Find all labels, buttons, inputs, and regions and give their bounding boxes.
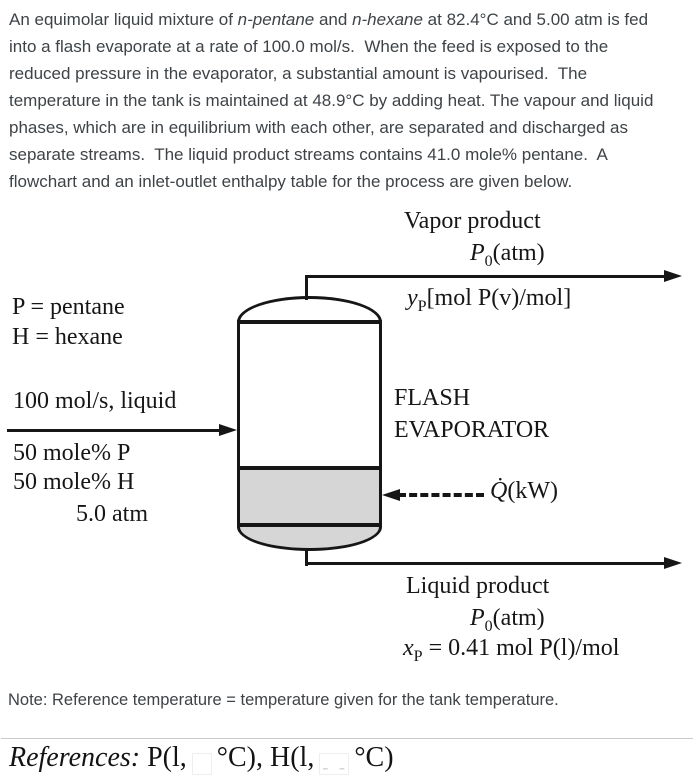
reference-h-close: °C) xyxy=(354,742,394,773)
vapor-pressure-label xyxy=(470,241,545,271)
unit-name-line1: FLASH xyxy=(394,385,471,411)
vessel-dome-bottom xyxy=(237,527,382,551)
liquid-pressure-label xyxy=(470,606,545,636)
liquid-product-title: Liquid product xyxy=(406,573,550,599)
vapor-product-title: Vapor product xyxy=(404,208,541,234)
heat-units: (kW) xyxy=(507,478,558,504)
references-row xyxy=(1,738,693,777)
vapor-arrowhead-icon xyxy=(664,270,682,282)
vessel-liquid-holdup xyxy=(237,470,382,523)
statement-line-7: flowchart and an inlet-outlet enthalpy table for the process are given below. xyxy=(9,172,573,191)
reference-h-open: H(l, xyxy=(263,742,315,773)
liquid-arrow-line xyxy=(305,562,666,565)
references-label: References: xyxy=(9,742,141,773)
blank-hint-marks: - - xyxy=(322,757,348,777)
heat-symbol: Q̇ xyxy=(490,478,508,504)
heat-dashed-line xyxy=(398,493,484,497)
liquid-arrowhead-icon xyxy=(664,557,682,569)
feed-arrow-line xyxy=(7,429,221,432)
statement-line-6: separate streams. The liquid product streams contains 41.0 mole% pentane. A xyxy=(9,145,608,164)
vapor-outlet-pipe xyxy=(305,276,308,300)
heat-duty-label xyxy=(490,479,558,504)
chemical-name-italic: n-hexane xyxy=(352,10,423,29)
statement-line-1 xyxy=(9,6,653,33)
reference-p-temperature-blank xyxy=(192,753,212,775)
feed-pressure-label: 5.0 atm xyxy=(76,501,148,527)
pressure-subscript: 0 xyxy=(484,253,493,270)
pressure-symbol: P xyxy=(470,240,485,266)
fraction-unit: [mol P(v)/mol] xyxy=(426,285,572,311)
unit-name-line2: EVAPORATOR xyxy=(394,417,550,443)
fraction-symbol: x xyxy=(403,635,414,661)
fraction-subscript: P xyxy=(417,298,427,315)
statement-line-2: into a flash evaporate at a rate of 100.0 mol/s. When the feed is exposed to the xyxy=(9,37,609,56)
pressure-unit: (atm) xyxy=(492,240,545,266)
legend-pentane: P = pentane xyxy=(12,294,125,320)
reference-p-open: P(l, xyxy=(140,742,187,773)
problem-statement xyxy=(9,6,653,195)
feed-mole-p-label: 50 mole% P xyxy=(13,440,131,466)
fraction-subscript: P xyxy=(413,648,423,665)
vessel-vapor-space xyxy=(237,324,382,466)
pressure-unit: (atm) xyxy=(492,605,545,631)
statement-line-3: reduced pressure in the evaporator, a substantial amount is vapourised. The xyxy=(9,64,588,83)
legend-hexane: H = hexane xyxy=(12,324,123,350)
pressure-symbol: P xyxy=(470,605,485,631)
statement-segment: An equimolar liquid mixture of xyxy=(9,10,238,29)
fraction-value: = 0.41 mol P(l)/mol xyxy=(422,635,620,661)
chemical-name-italic: n-pentane xyxy=(237,10,315,29)
statement-segment: and xyxy=(314,10,353,29)
reference-temperature-note: Note: Reference temperature = temperature given for the tank temperature. xyxy=(8,691,559,709)
vapor-arrow-line xyxy=(305,275,666,278)
statement-line-4: temperature in the tank is maintained at 48.9°C by adding heat. The vapour and liquid xyxy=(9,91,654,110)
statement-line-5: phases, which are in equilibrium with each other, are separated and discharged as xyxy=(9,118,628,137)
feed-arrowhead-icon xyxy=(219,424,237,436)
fraction-symbol: y xyxy=(407,285,418,311)
pressure-subscript: 0 xyxy=(484,618,493,635)
vessel-dome-top xyxy=(237,296,382,322)
feed-mole-h-label: 50 mole% H xyxy=(13,469,135,495)
reference-p-close: °C), xyxy=(216,742,263,773)
reference-h-temperature-blank xyxy=(319,753,349,775)
vapor-fraction-label xyxy=(407,286,571,316)
liquid-fraction-label xyxy=(403,636,619,666)
feed-rate-label: 100 mol/s, liquid xyxy=(13,388,177,414)
statement-segment: at 82.4°C and 5.00 atm is fed xyxy=(422,10,649,29)
